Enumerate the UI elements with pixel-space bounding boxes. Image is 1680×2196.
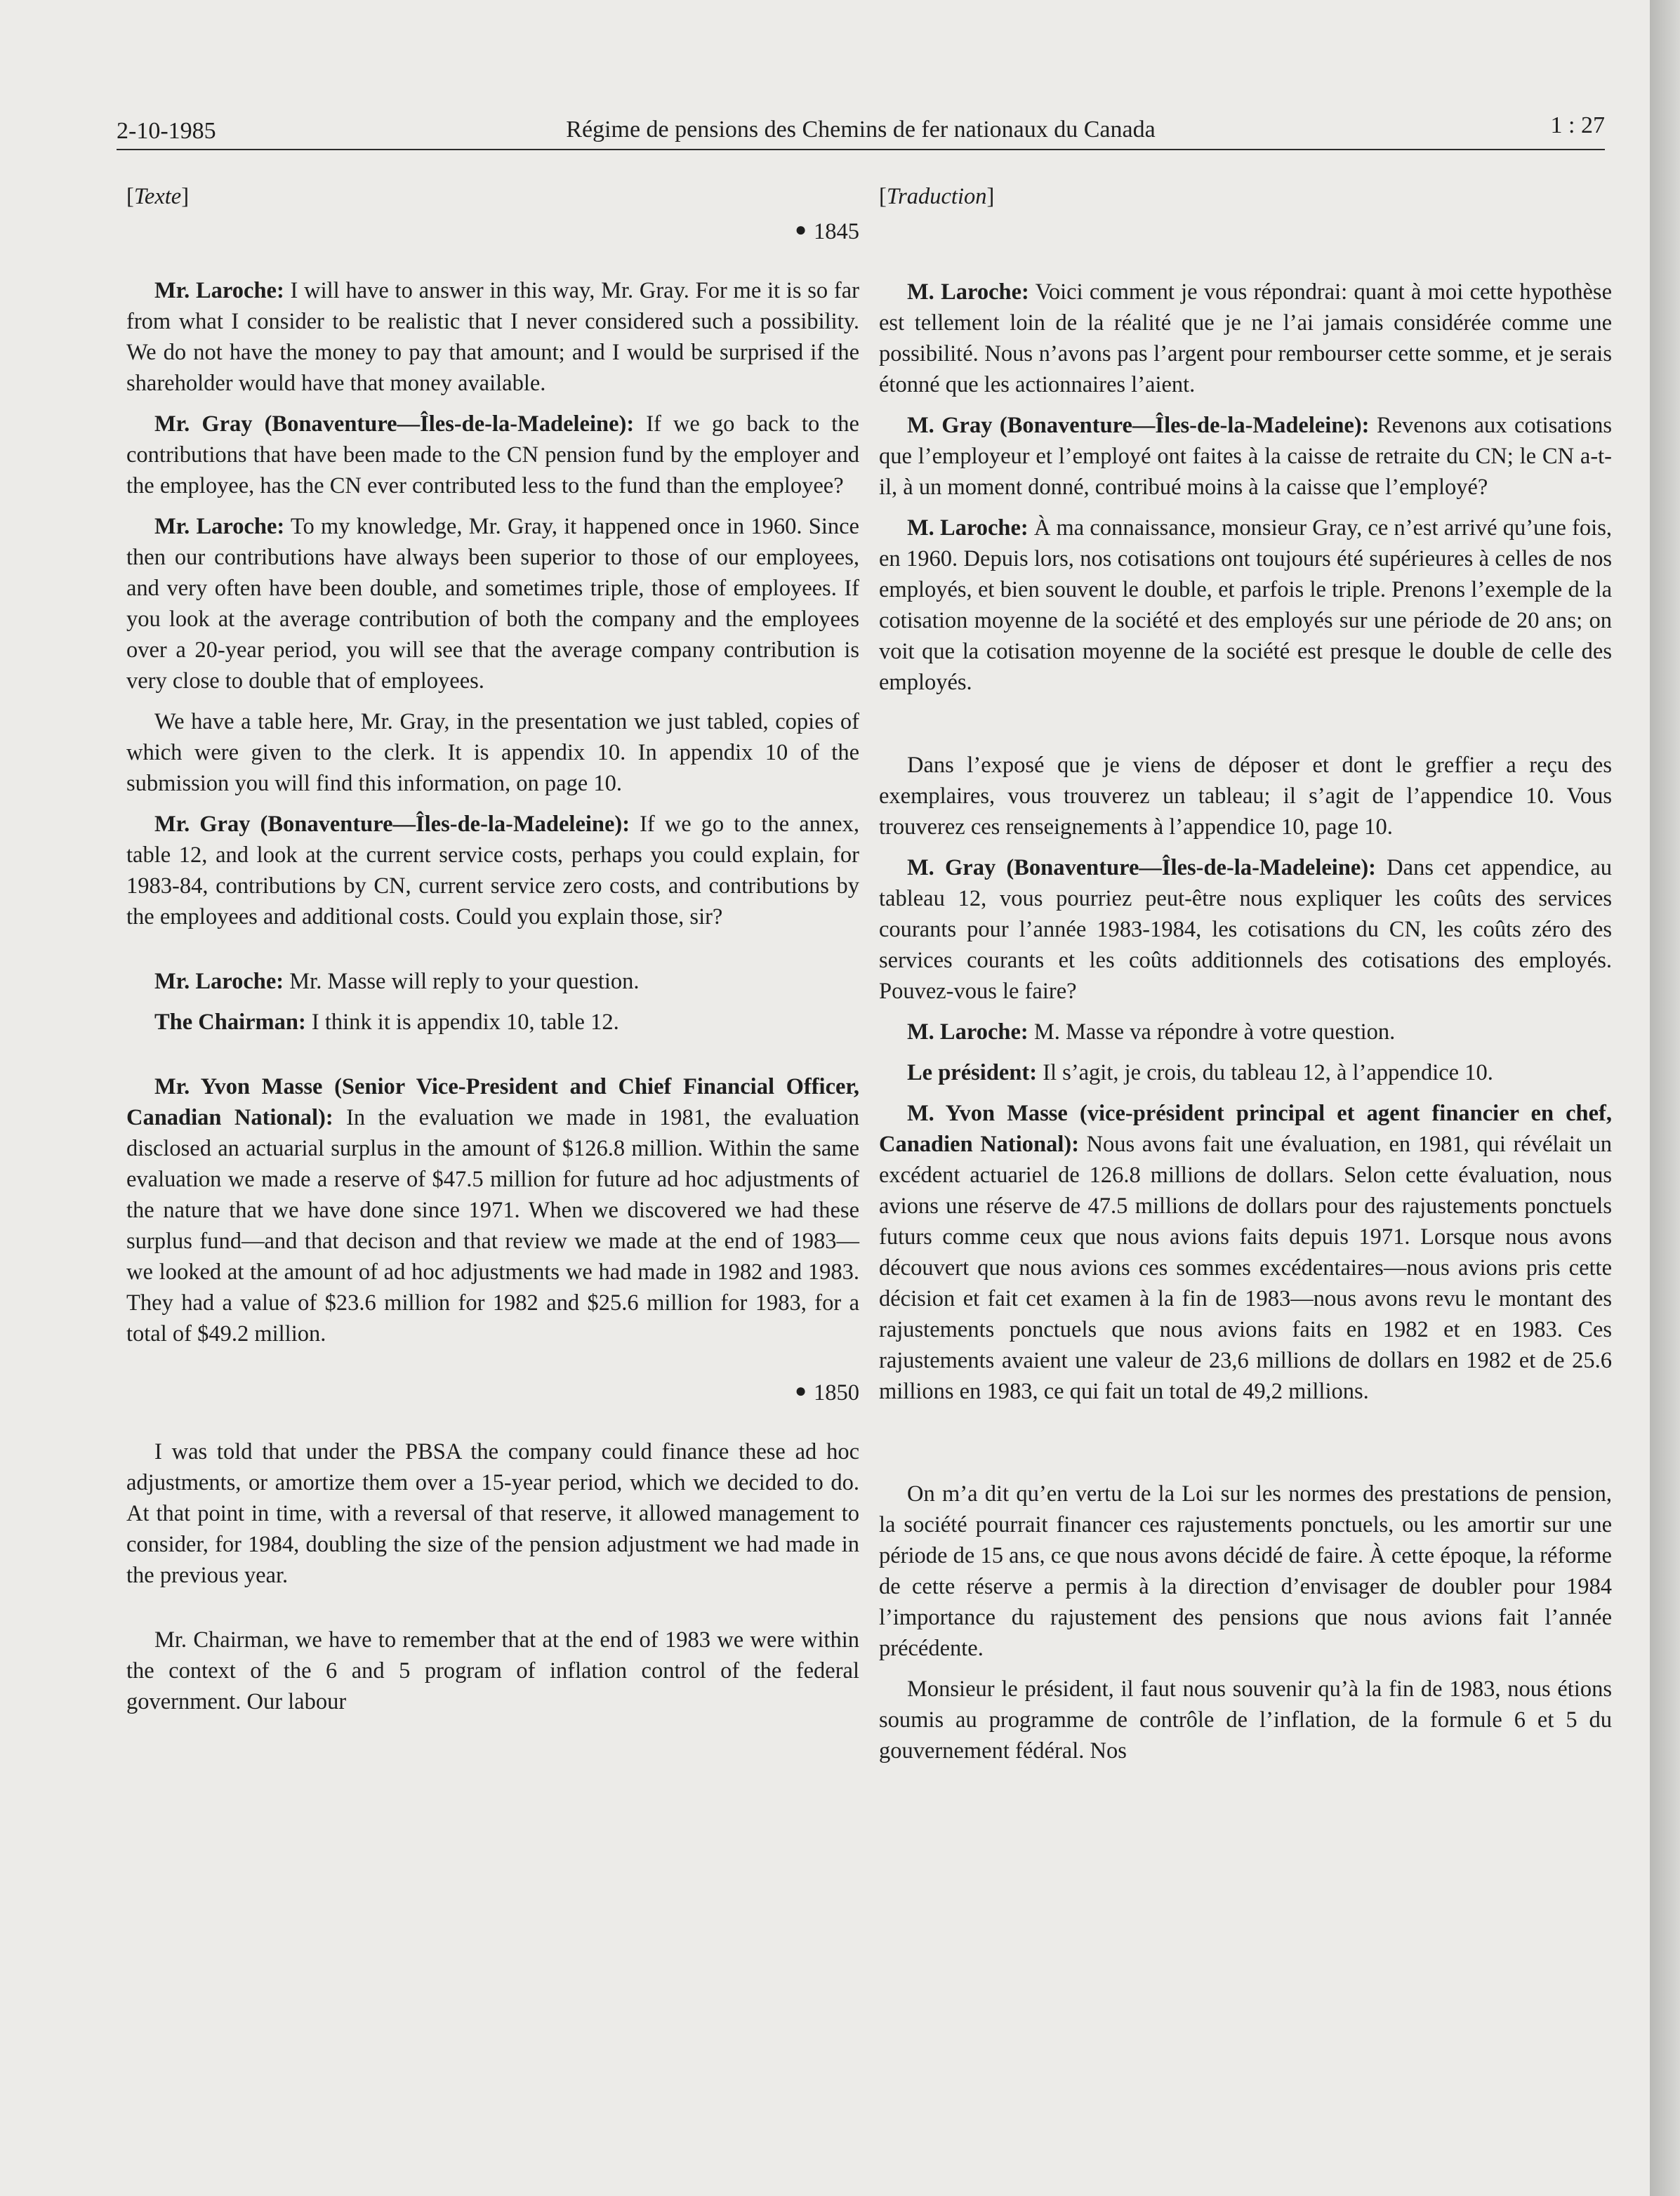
paragraph: Dans l’exposé que je viens de déposer et dont le greffier a reçu des exemplaires, vous trouverez un tableau; il s’agit de l’appendice 10. Vous trouverez ces renseignements à l’appendice 10, page 10.	[879, 753, 1612, 840]
speaker-name: Mr. Gray (Bonaventure—Îles-de-la-Madeleine):	[154, 812, 630, 837]
header-page-number: 1 : 27	[1550, 112, 1605, 138]
paragraph: Mr. Laroche: I will have to answer in this way, Mr. Gray. For me it is so far from what I consider to be realistic that I never considered such a possibility. We do not have the money to pay that amount; and I would be surprised if the shareholder would have that money available.	[126, 278, 859, 396]
paragraph: Mr. Yvon Masse (Senior Vice-President and Chief Financial Officer, Canadian National): In the evaluation we made in 1981, the evaluation disclosed an actuarial surplus in the amount of $126.8 million. Within the same evaluation we made a reserve of $47.5 million for future ad hoc adjustments of the nature that we have done since 1971. When we discovered we had these surplus fund—and that decison and that review we made at the end of 1983—we looked at the amount of ad hoc adjustments we had made in 1982 and 1983. They had a value of $23.6 million for 1982 and $25.6 million for 1983, for a total of $49.2 million.	[126, 1074, 859, 1347]
paragraph: M. Laroche: À ma connaissance, monsieur Gray, ce n’est arrivé qu’une fois, en 1960. Depuis lors, nos cotisations ont toujours été supérieures à celles de nos employés, et bien souvent le double, et parfois le triple. Prenons l’exemple de la cotisation moyenne de la société et des employés sur une période de 20 ans; on voit que la cotisation moyenne de la société est presque le double de celle des employés.	[879, 515, 1612, 695]
speaker-name: Mr. Laroche:	[154, 969, 284, 994]
speaker-name: M. Gray (Bonaventure—Îles-de-la-Madeleine):	[907, 855, 1376, 880]
speaker-name: Mr. Laroche:	[154, 514, 285, 539]
speaker-name: Mr. Gray (Bonaventure—Îles-de-la-Madeleine):	[154, 411, 635, 437]
speaker-name: M. Gray (Bonaventure—Îles-de-la-Madeleine):	[907, 413, 1370, 438]
header-date: 2-10-1985	[117, 118, 216, 144]
paragraph: I was told that under the PBSA the company could finance these ad hoc adjustments, or amortize them over a 15-year period, which we decided to do. At that point in time, with a reversal of that reserve, it allowed management to consider, for 1984, doubling the size of the pension adjustment we had made in the previous year.	[126, 1439, 859, 1588]
page-header	[117, 105, 1605, 150]
time-stamp: ● 1850	[795, 1380, 859, 1405]
speaker-name: Mr. Yvon Masse (Senior Vice-President and Chief Financial Officer, Canadian National):	[126, 1074, 859, 1130]
paragraph: We have a table here, Mr. Gray, in the presentation we just tabled, copies of which were given to the clerk. It is appendix 10. In appendix 10 of the submission you will find this information, on page 10.	[126, 709, 859, 796]
speaker-name: M. Yvon Masse (vice-président principal et agent financier en chef, Canadien National):	[879, 1101, 1612, 1157]
speaker-name: M. Laroche:	[907, 1019, 1028, 1045]
paragraph: Mr. Gray (Bonaventure—Îles-de-la-Madeleine): If we go to the annex, table 12, and look at the current service costs, perhaps you could explain, for 1983-84, contributions by CN, current service zero costs, and contributions by the employees and additional costs. Could you explain those, sir?	[126, 812, 859, 930]
speaker-name: M. Laroche:	[907, 279, 1029, 305]
column-label: [Traduction]	[879, 184, 995, 209]
paragraph: The Chairman: I think it is appendix 10, table 12.	[154, 1010, 619, 1035]
time-stamp: ● 1845	[795, 219, 859, 244]
paragraph: M. Gray (Bonaventure—Îles-de-la-Madeleine): Dans cet appendice, au tableau 12, vous pourriez peut-être nous expliquer les coûts des services courants pour l’année 1983-1984, les cotisations du CN, les coûts zéro des services courants et les coûts additionnels des cotisations des employés. Pouvez-vous le faire?	[879, 855, 1613, 1004]
paragraph: Le président: Il s’agit, je crois, du tableau 12, à l’appendice 10.	[907, 1060, 1493, 1085]
speaker-name: Le président:	[907, 1060, 1038, 1085]
paragraph: M. Laroche: M. Masse va répondre à votre question.	[907, 1019, 1396, 1045]
paragraph: M. Gray (Bonaventure—Îles-de-la-Madeleine): Revenons aux cotisations que l’employeur et l’employé ont faites à la caisse de retraite du CN; le CN a-t-il, à un moment donné, contribué moins à la caisse que l’employé?	[879, 413, 1612, 500]
paragraph: M. Laroche: Voici comment je vous répondrai: quant à moi cette hypothèse est tellement loin de la réalité que je ne l’ai jamais considérée comme une possibilité. Nous n’avons pas l’argent pour rembourser cette somme, et je serais étonné que les actionnaires l’aient.	[879, 279, 1612, 397]
speaker-name: Mr. Laroche:	[154, 278, 284, 303]
speaker-name: The Chairman:	[154, 1010, 306, 1035]
french-column	[879, 181, 1612, 1776]
bullet-icon: ●	[795, 1380, 807, 1402]
paragraph: Mr. Gray (Bonaventure—Îles-de-la-Madeleine): If we go back to the contributions that have been made to the CN pension fund by the employer and the employee, has the CN ever contributed less to the fund than the employee?	[126, 411, 859, 498]
page-edge-shadow	[1650, 0, 1680, 2196]
paragraph: On m’a dit qu’en vertu de la Loi sur les normes des prestations de pension, la société pourrait financer ces rajustements ponctuels, ou les amortir sur une période de 15 ans, ce que nous avons décidé de faire. À cette époque, la réforme de cette réserve a permis à la direction d’envisager de doubler pour 1984 l’importance du rajustement des pensions que nous avions fait l’année précédente.	[879, 1481, 1612, 1661]
paragraph: M. Yvon Masse (vice-président principal et agent financier en chef, Canadien National): Nous avons fait une évaluation, en 1981, qui révélait un excédent actuariel de 126.8 millions de dollars. Selon cette évaluation, nous avions une réserve de 47.5 millions de dollars pour des rajustements ponctuels futurs comme ceux que nous avions faits depuis 1971. Lorsque nous avons découvert que nous avions ces sommes excédentaires—nous avions pris cette décision et fait cet examen à la fin de 1983—nous avons revu le montant des rajustements ponctuels que nous avions faits en 1982 et en 1983. Ces rajustements avaient une valeur de 23,6 millions de dollars en 1982 et de 25.6 millions en 1983, ce qui fait un total de 49,2 millions.	[879, 1101, 1612, 1404]
bullet-icon: ●	[795, 219, 807, 241]
paragraph: Mr. Laroche: Mr. Masse will reply to your question.	[154, 969, 640, 994]
paragraph: Mr. Laroche: To my knowledge, Mr. Gray, it happened once in 1960. Since then our contributions have always been superior to those of our employees, and very often have been double, and sometimes triple, those of employees. If you look at the average contribution of both the company and the employees over a 20-year period, you will see that the average company contribution is very close to double that of employees.	[126, 514, 859, 694]
english-column	[126, 181, 859, 1727]
paragraph: Monsieur le président, il faut nous souvenir qu’à la fin de 1983, nous étions soumis au programme de contrôle de l’inflation, de la formule 6 et 5 du gouvernement fédéral. Nos	[879, 1676, 1612, 1764]
paragraph: Mr. Chairman, we have to remember that at the end of 1983 we were within the context of the 6 and 5 program of inflation control of the federal government. Our labour	[126, 1627, 859, 1714]
column-label: [Texte]	[126, 184, 190, 209]
speaker-name: M. Laroche:	[907, 515, 1028, 541]
header-title: Régime de pensions des Chemins de fer nationaux du Canada	[566, 117, 1156, 143]
